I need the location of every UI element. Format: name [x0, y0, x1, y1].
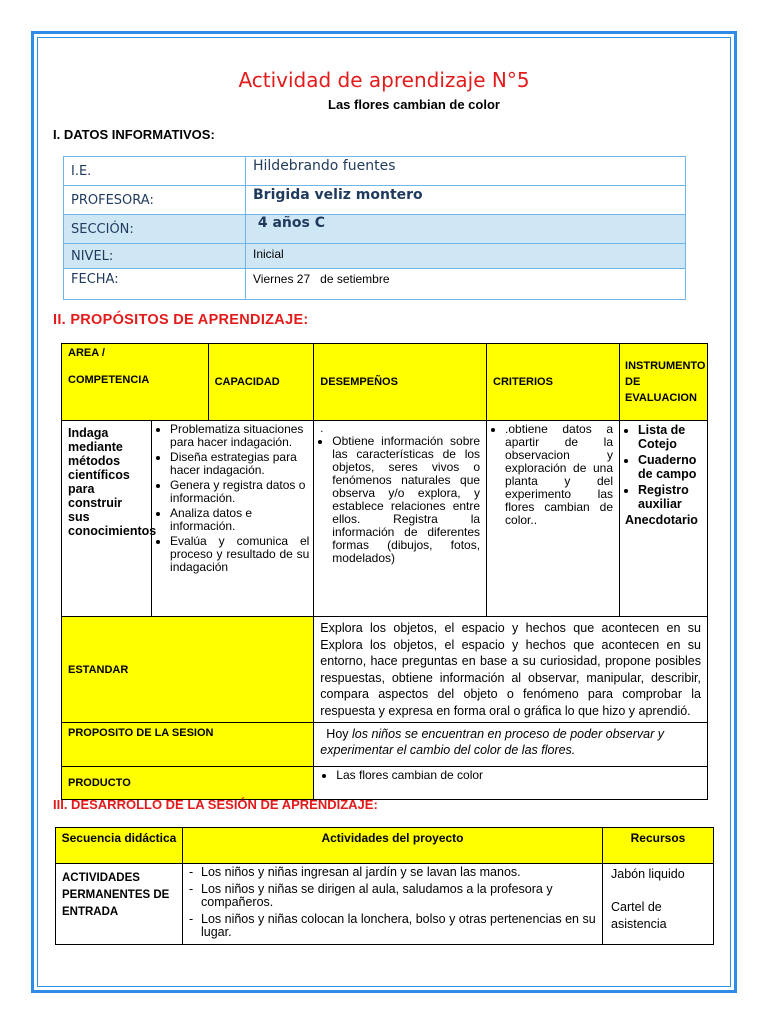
section-2-heading: II. PROPÓSITOS DE APRENDIZAJE:	[53, 312, 309, 328]
proposito-label: PROPOSITO DE LA SESION	[62, 723, 314, 767]
info-label: PROFESORA:	[64, 186, 246, 215]
info-table	[63, 156, 686, 300]
desempenos-list	[314, 435, 480, 565]
estandar-row	[62, 617, 708, 723]
list-item: • Registro auxiliar	[638, 483, 705, 511]
estandar-text: Explora los objetos, el espacio y hechos que acontecen en su Explora los objetos, el espacio y hechos que acontecen en su entorno, hace preguntas en base a su curiosidad, propone posibles respuestas, obtiene información al observar, manipular, describir, compara aspectos del objeto o fenómeno para comprobar la respuesta y expresa en forma oral o gráfica lo que hizo y aprendió.	[314, 617, 708, 723]
section-3-heading: III. DESARROLLO DE LA SESIÓN DE APRENDIZAJE:	[53, 797, 378, 812]
list-item: - Los niños y niñas se dirigen al aula, saludamos a la profesora y compañeros.	[201, 883, 596, 909]
recurso-item: Jabón liquido	[611, 867, 685, 881]
capacidad-header: CAPACIDAD	[208, 344, 314, 421]
info-row	[64, 157, 686, 186]
page-subtitle: Las flores cambian de color	[328, 97, 500, 112]
capacidades-list	[152, 423, 309, 574]
actividades-header: Actividades del proyecto	[183, 828, 603, 864]
criterios-list	[487, 423, 613, 527]
recursos-header: Recursos	[603, 828, 714, 864]
criterios-header: CRITERIOS	[487, 344, 620, 421]
info-label: SECCIÓN:	[64, 215, 246, 244]
list-item: • Lista de Cotejo	[638, 423, 705, 451]
producto-list	[318, 769, 703, 782]
list-item: • Genera y registra datos o información.	[170, 479, 309, 505]
activities-list	[183, 866, 596, 939]
list-item: • Evalúa y comunica el proceso y resultado de su indagación	[170, 535, 309, 574]
info-row	[64, 215, 686, 244]
purposes-table	[61, 343, 708, 800]
instrumentos-list	[620, 423, 705, 511]
recurso-item: Cartel de asistencia	[611, 900, 667, 931]
purposes-content-row	[62, 421, 708, 617]
info-row	[64, 269, 686, 300]
area-header: AREA /	[68, 347, 105, 359]
list-item: • Cuaderno de campo	[638, 453, 705, 481]
instrumento-header: INSTRUMENTO DE EVALUACION	[620, 344, 708, 421]
desempenos-header: DESEMPEÑOS	[314, 344, 487, 421]
info-value: Brigida veliz montero	[246, 186, 686, 215]
session-row	[56, 864, 714, 945]
list-item: • Analiza datos e información.	[170, 507, 309, 533]
proposito-text: los niños se encuentran en proceso de poder observar y experimentar el cambio del color de las flores.	[320, 727, 664, 757]
list-item: • Obtiene información sobre las características de los objetos, seres vivos o fenómenos naturales que observa y/o explora, y establece relaciones entre ellos. Registra la información de diferentes formas (dibujos, fotos, modelados)	[332, 435, 480, 565]
list-item: • Problematiza situaciones para hacer indagación.	[170, 423, 309, 449]
info-value: Hildebrando fuentes	[246, 157, 686, 186]
list-item: - Los niños y niñas ingresan al jardín y se lavan las manos.	[201, 866, 596, 879]
list-item: • Las flores cambian de color	[336, 769, 703, 782]
page-title: Actividad de aprendizaje N°5	[238, 68, 530, 92]
list-item: • .obtiene datos a apartir de la observacion y exploración de una planta y del experimento las flores cambian de color..	[505, 423, 613, 527]
instrumento-extra: Anecdotario	[625, 513, 698, 527]
desempeno-dot: .	[320, 423, 324, 435]
purposes-header-row	[62, 344, 708, 421]
info-value: 4 años C	[246, 215, 686, 244]
info-row	[64, 186, 686, 215]
session-row-label: ACTIVIDADES PERMANENTES DE ENTRADA	[56, 864, 183, 945]
session-header-row	[56, 828, 714, 864]
info-value: Inicial	[246, 244, 686, 269]
list-item: • Diseña estrategias para hacer indagación.	[170, 451, 309, 477]
estandar-label: ESTANDAR	[62, 617, 314, 723]
producto-row	[62, 767, 708, 800]
competencia-header: COMPETENCIA	[68, 374, 150, 386]
info-label: I.E.	[64, 157, 246, 186]
producto-label: PRODUCTO	[62, 767, 314, 800]
proposito-hoy: Hoy	[326, 727, 352, 741]
proposito-row	[62, 723, 708, 767]
info-value: Viernes 27 de setiembre	[246, 269, 686, 300]
section-1-heading: I. DATOS INFORMATIVOS:	[53, 127, 215, 142]
competencia-cell: Indaga mediante métodos científicos para construir sus conocimientos	[62, 421, 152, 617]
info-label: FECHA:	[64, 269, 246, 300]
session-table	[55, 827, 714, 945]
info-row	[64, 244, 686, 269]
list-item: - Los niños y niñas colocan la lonchera, bolso y otras pertenencias en su lugar.	[201, 913, 596, 939]
secuencia-header: Secuencia didáctica	[56, 828, 183, 864]
info-label: NIVEL:	[64, 244, 246, 269]
